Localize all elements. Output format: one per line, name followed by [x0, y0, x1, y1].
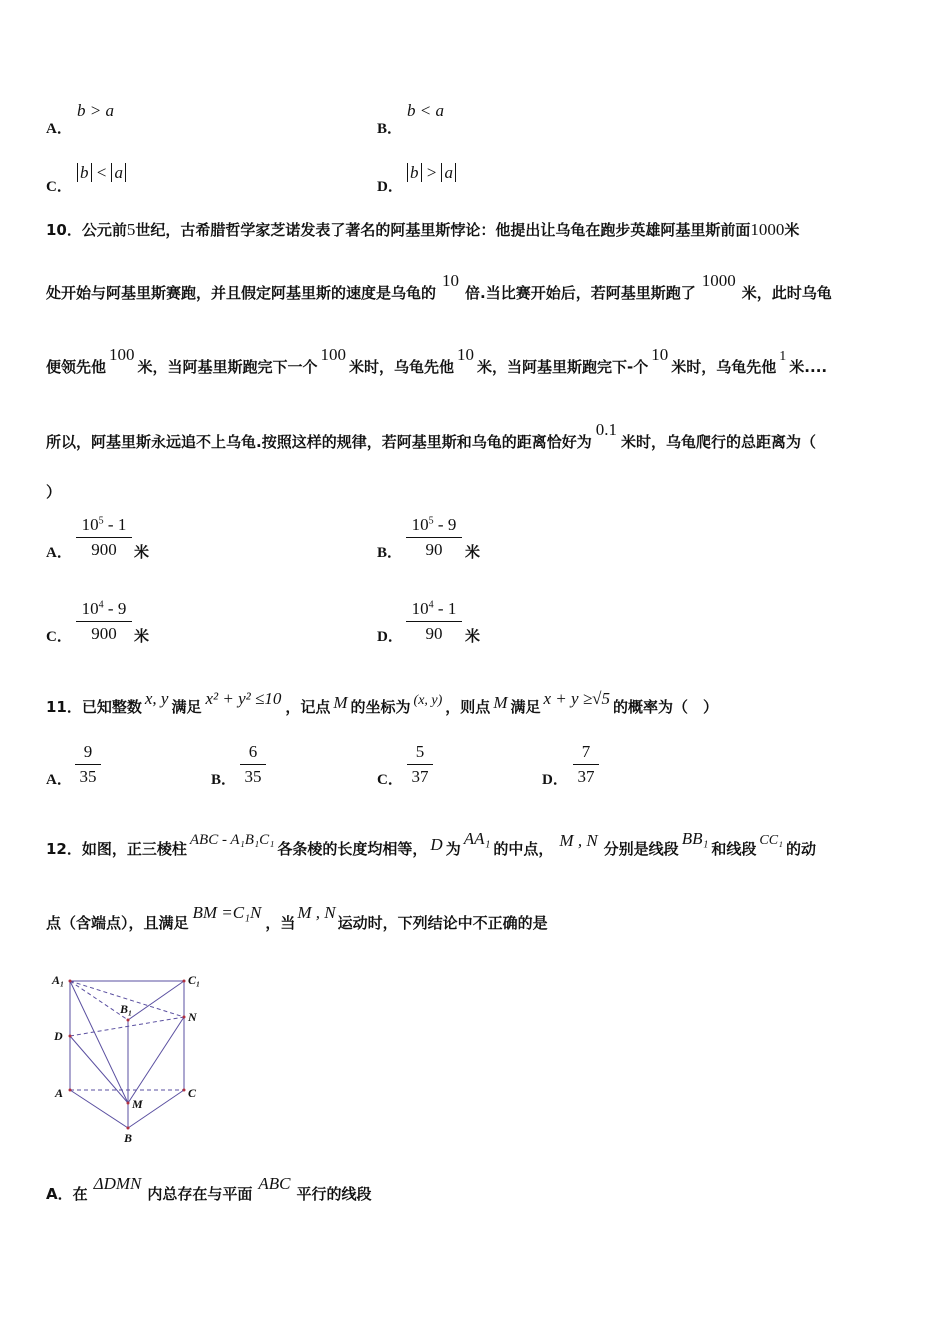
q10-text: 10．公元前: [46, 221, 127, 239]
label-c: C: [188, 1086, 197, 1100]
q10-option-d-unit: 米: [465, 627, 481, 645]
q10-option-c-label: C．: [46, 629, 72, 645]
q12-option-a-math: ΔDMN: [93, 1174, 142, 1193]
q10-text: 米时，乌龟先他: [349, 358, 455, 376]
q10-text: 处开始与阿基里斯赛跑，并且假定阿基里斯的速度是乌龟的: [46, 284, 437, 302]
q11-text: 11．已知整数: [46, 698, 142, 716]
pt-m: [127, 1102, 130, 1105]
q12-text: 点（含端点），且满足: [46, 914, 189, 932]
num: 9: [83, 742, 93, 761]
label-c1: C₁: [188, 973, 201, 987]
pt-b1: [127, 1019, 130, 1022]
den: 35: [244, 767, 262, 786]
den: 35: [79, 767, 97, 786]
num-base: 10: [81, 599, 99, 618]
q11-math: x, y: [144, 689, 169, 708]
op: <: [95, 163, 108, 182]
label-n: N: [188, 1010, 197, 1024]
q9-option-b-math: b < a: [407, 101, 444, 120]
q9-option-b-label: B．: [377, 121, 403, 137]
prism-figure: [44, 965, 214, 1145]
q10-line4: [46, 420, 816, 452]
q12-option-a-math2: ABC: [258, 1174, 291, 1193]
q12-text: 运动时，下列结论中不正确的是: [337, 914, 548, 932]
q9-option-d-label: D．: [377, 179, 403, 195]
num-rest: - 1: [103, 515, 127, 534]
q10-option-a-fraction: [76, 515, 132, 560]
q12-text: 为: [445, 840, 461, 858]
num-exp: 4: [98, 599, 104, 611]
label-a: A: [55, 1086, 64, 1100]
q11-option-b-fraction: [240, 742, 266, 787]
q12-math: M , N: [559, 831, 598, 850]
num: 7: [581, 742, 591, 761]
q10-text: 便领先他: [46, 358, 107, 376]
q12-option-a: [46, 1174, 372, 1204]
q12-text: 的中点，: [493, 840, 554, 858]
q10-option-d-label: D．: [377, 629, 403, 645]
num-rest: - 1: [433, 599, 457, 618]
q12-text: 分别是线段: [603, 840, 679, 858]
q10-num: 10: [457, 345, 475, 364]
num-rest: - 9: [103, 599, 127, 618]
q10-option-c-fraction: [76, 599, 132, 644]
q11-option-d-fraction: [573, 742, 599, 787]
num: 5: [415, 742, 425, 761]
q10-text: 世纪，古希腊哲学家芝诺发表了著名的阿基里斯悖论：他提出让乌龟在跑步英雄阿基里斯前面: [135, 221, 751, 239]
q10-num: 1000: [701, 271, 736, 290]
q10-option-b-fraction: [406, 515, 462, 560]
edge-b1c1: [128, 981, 184, 1020]
q11-text: 满足: [510, 698, 541, 716]
q10-text: 米....: [789, 358, 828, 376]
num-exp: 5: [428, 515, 434, 527]
den: 37: [411, 767, 429, 786]
q10-num: 5: [126, 220, 136, 239]
edge-ab: [70, 1090, 128, 1128]
q11-stem: [46, 689, 718, 717]
q9-option-a-math: b > a: [77, 101, 114, 120]
q11-math: x + y ≥√5: [543, 689, 610, 708]
den: 90: [425, 624, 443, 643]
abs-a: a: [441, 163, 456, 182]
q12-math: D: [430, 835, 443, 854]
pt-a1: [69, 980, 72, 983]
q10-num: 10: [442, 271, 460, 290]
num: 6: [248, 742, 258, 761]
pt-a: [69, 1089, 72, 1092]
num-exp: 5: [98, 515, 104, 527]
q12-math: BB₁: [681, 829, 709, 848]
q9-option-c-label: C．: [46, 179, 72, 195]
q11-option-c-fraction: [407, 742, 433, 787]
pt-n: [183, 1016, 186, 1019]
den: 900: [91, 624, 117, 643]
q10-num: 1000: [750, 220, 785, 239]
den: 900: [91, 540, 117, 559]
q11-text: ，则点: [445, 698, 491, 716]
abs-a: a: [111, 163, 126, 182]
q11-math: M: [333, 693, 348, 712]
q10-text: 米时，乌龟爬行的总距离为（: [620, 433, 816, 451]
q12-text: 的动: [785, 840, 816, 858]
label-d: D: [54, 1029, 63, 1043]
pt-c: [183, 1089, 186, 1092]
pt-c1: [183, 980, 186, 983]
q10-option-b-unit: 米: [465, 543, 481, 561]
q11-text: 的坐标为: [350, 698, 411, 716]
num-base: 10: [411, 599, 429, 618]
q11-option-b-label: B．: [211, 772, 237, 788]
seg-a1m: [70, 981, 128, 1103]
num-exp: 4: [428, 599, 434, 611]
q11-option-a-label: A．: [46, 772, 72, 788]
q10-text: 米，当阿基里斯跑完下一个: [137, 358, 318, 376]
q10-option-b-label: B．: [377, 545, 403, 561]
q9-option-a-label: A．: [46, 121, 72, 137]
q12-math: CC₁: [759, 833, 783, 848]
q10-text: 米，当阿基里斯跑完下-个: [477, 358, 649, 376]
num-base: 10: [81, 515, 99, 534]
q12-text: 12．如图，正三棱柱: [46, 840, 187, 858]
op: >: [425, 163, 438, 182]
q12-option-a-label: A．在: [46, 1185, 88, 1203]
abs-b: b: [77, 163, 92, 182]
pt-b: [127, 1127, 130, 1130]
q11-text: ，记点: [285, 698, 331, 716]
q10-text: 倍.当比赛开始后，若阿基里斯跑了: [465, 284, 696, 302]
q10-option-d-fraction: [406, 599, 462, 644]
q12-option-a-end: 平行的线段: [296, 1185, 372, 1203]
q12-math: ABC - A₁B₁C₁: [189, 832, 275, 848]
q10-num: 0.1: [595, 420, 617, 439]
q10-text: 所以，阿基里斯永远追不上乌龟.按照这样的规律，若阿基里斯和乌龟的距离恰好为: [46, 433, 592, 451]
q11-option-d-label: D．: [542, 772, 568, 788]
num-rest: - 9: [433, 515, 457, 534]
q12-stem-line2: [46, 903, 548, 933]
q12-stem-line1: [46, 829, 816, 859]
q10-option-a-label: A．: [46, 545, 72, 561]
q10-num: 100: [109, 345, 135, 364]
num-base: 10: [411, 515, 429, 534]
q12-text: 各条棱的长度均相等，: [277, 840, 428, 858]
q10-line5: ）: [46, 483, 62, 501]
q12-math: M , N: [297, 903, 336, 922]
q9-option-c-math: [77, 163, 126, 183]
q10-num: 10: [651, 345, 669, 364]
q10-option-a-unit: 米: [134, 543, 150, 561]
q10-text: 米，此时乌龟: [741, 284, 832, 302]
label-b1: B₁: [120, 1002, 133, 1016]
q9-option-d-math: [407, 163, 456, 183]
q10-line2: [46, 271, 832, 303]
q11-math: (x, y): [413, 693, 443, 708]
label-m: M: [132, 1097, 143, 1111]
label-a1: A₁: [52, 973, 65, 987]
pt-d: [69, 1035, 72, 1038]
q11-text: 的概率为（ ）: [612, 698, 718, 716]
q11-option-a-fraction: [75, 742, 101, 787]
label-b: B: [124, 1131, 133, 1145]
seg-dm: [70, 1036, 128, 1103]
den: 90: [425, 540, 443, 559]
q10-line3: [46, 345, 828, 377]
q11-text: 满足: [171, 698, 202, 716]
q10-num: 1: [779, 349, 787, 364]
q10-num: 100: [320, 345, 347, 364]
q11-option-c-label: C．: [377, 772, 403, 788]
abs-b: b: [407, 163, 422, 182]
q12-text: 和线段: [711, 840, 757, 858]
q10-text: 米时，乌龟先他: [671, 358, 777, 376]
q11-math: x² + y² ≤10: [205, 689, 282, 708]
q12-text: ，当: [265, 914, 296, 932]
q11-math: M: [493, 693, 508, 712]
q12-math: BM =C₁N: [192, 903, 262, 922]
q12-option-a-text: 内总存在与平面: [147, 1185, 253, 1203]
q10-line1: [46, 219, 799, 240]
q12-math: AA₁: [463, 829, 491, 848]
q10-text: 米: [784, 221, 800, 239]
q10-option-c-unit: 米: [134, 627, 150, 645]
den: 37: [577, 767, 595, 786]
